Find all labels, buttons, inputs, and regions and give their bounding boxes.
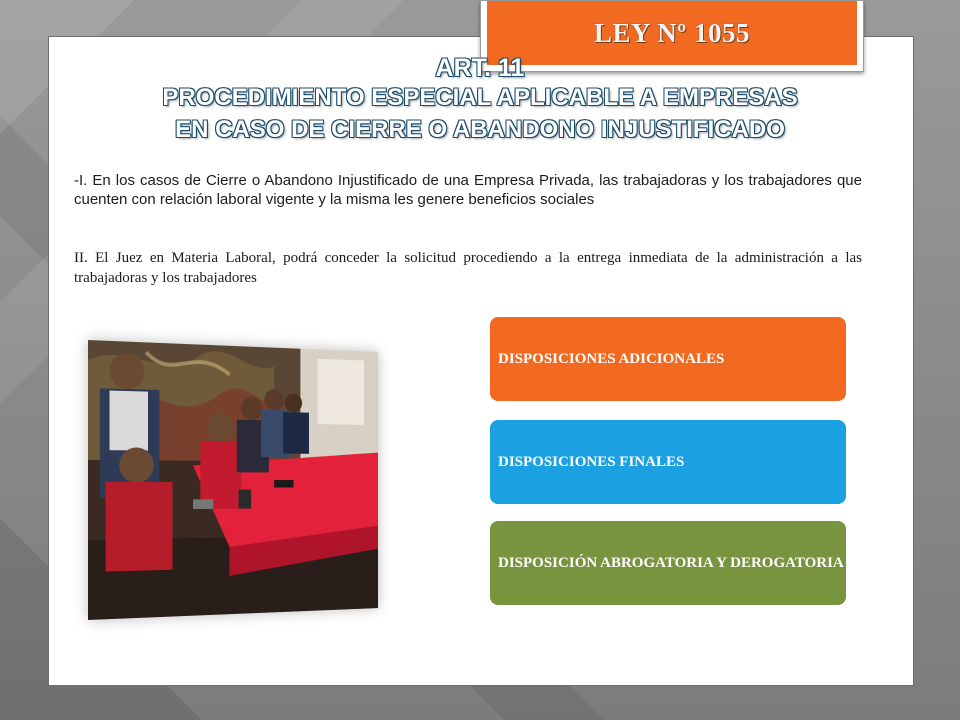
paragraph-two: II. El Juez en Materia Laboral, podrá conceder la solicitud procediendo a la entrega inmediata de la administración a las trabajadoras y los trabajadores xyxy=(74,250,862,286)
meeting-photo-illustration xyxy=(88,340,378,620)
section-heading-line2: EN CASO DE CIERRE O ABANDONO INJUSTIFICADO xyxy=(175,116,785,143)
slide-title: LEY Nº 1055 xyxy=(594,17,750,48)
meeting-photo xyxy=(88,340,378,620)
photo-frame xyxy=(88,340,410,620)
disposicion-abrogatoria-button[interactable]: DISPOSICIÓN ABROGATORIA Y DEROGATORIA xyxy=(490,521,846,605)
paragraph-one: -I. En los casos de Cierre o Abandono Injustificado de una Empresa Privada, las trabajadoras y los trabajadores que cuenten con relación laboral vigente y la misma les genere beneficios sociales xyxy=(74,172,862,208)
section-heading-line1: PROCEDIMIENTO ESPECIAL APLICABLE A EMPRESAS xyxy=(162,84,798,111)
article-heading: ART. 11 xyxy=(435,54,525,82)
disposiciones-finales-button[interactable]: DISPOSICIONES FINALES xyxy=(490,420,846,504)
disposiciones-adicionales-button[interactable]: DISPOSICIONES ADICIONALES xyxy=(490,317,846,401)
